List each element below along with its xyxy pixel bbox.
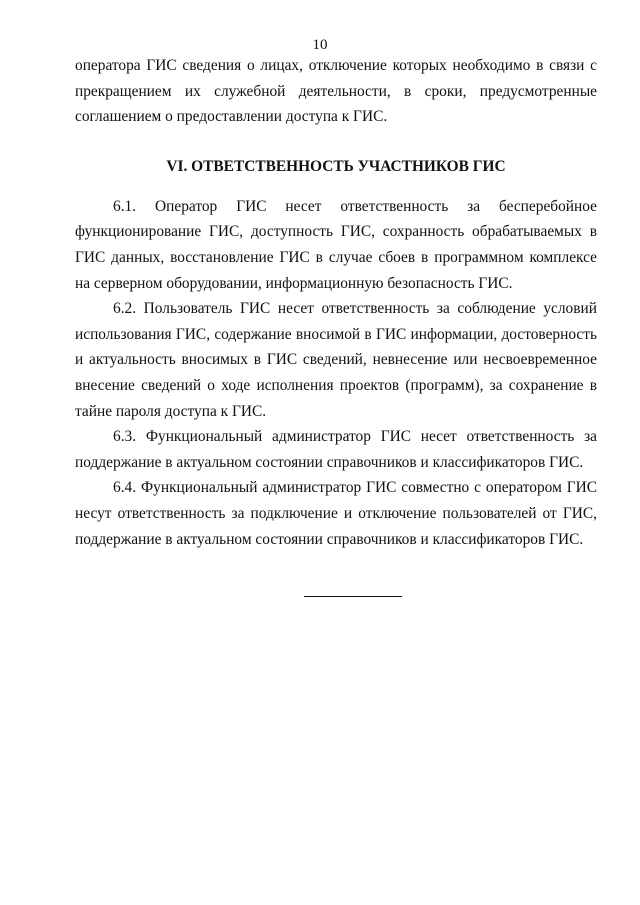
document-body — [75, 53, 597, 552]
intro-paragraph: оператора ГИС сведения о лицах, отключение которых необходимо в связи с прекращением их служебной деятельности, в сроки, предусмотренные соглашением о предоставлении доступа к ГИС. — [75, 57, 597, 126]
paragraph-6-1: 6.1. Оператор ГИС несет ответственность за бесперебойное функционирование ГИС, доступность ГИС, сохранность обрабатываемых в ГИС данных, восстановление ГИС в случае сбоев в программном комплексе на серверном оборудовании, информационную безопасность ГИС. — [75, 197, 597, 292]
page-number: 10 — [312, 37, 328, 53]
section-heading: VI. ОТВЕТСТВЕННОСТЬ УЧАСТНИКОВ ГИС — [166, 157, 506, 175]
paragraph-6-2: 6.2. Пользователь ГИС несет ответственность за соблюдение условий использования ГИС, содержание вносимой в ГИС информации, достоверность и актуальность вносимых в ГИС сведений, невнесение или несвоевременное внесение сведений о ходе исполнения проектов (программ), за сохранение в тайне пароля доступа к ГИС. — [75, 300, 597, 420]
paragraph-6-4: 6.4. Функциональный администратор ГИС совместно с оператором ГИС несут ответственность за подключение и отключение пользователей от ГИС, поддержание в актуальном состоянии справочников и классификаторов ГИС. — [75, 479, 597, 548]
paragraph-6-3: 6.3. Функциональный администратор ГИС несет ответственность за поддержание в актуальном состоянии справочников и классификаторов ГИС. — [75, 428, 597, 471]
end-separator-line — [304, 596, 402, 597]
